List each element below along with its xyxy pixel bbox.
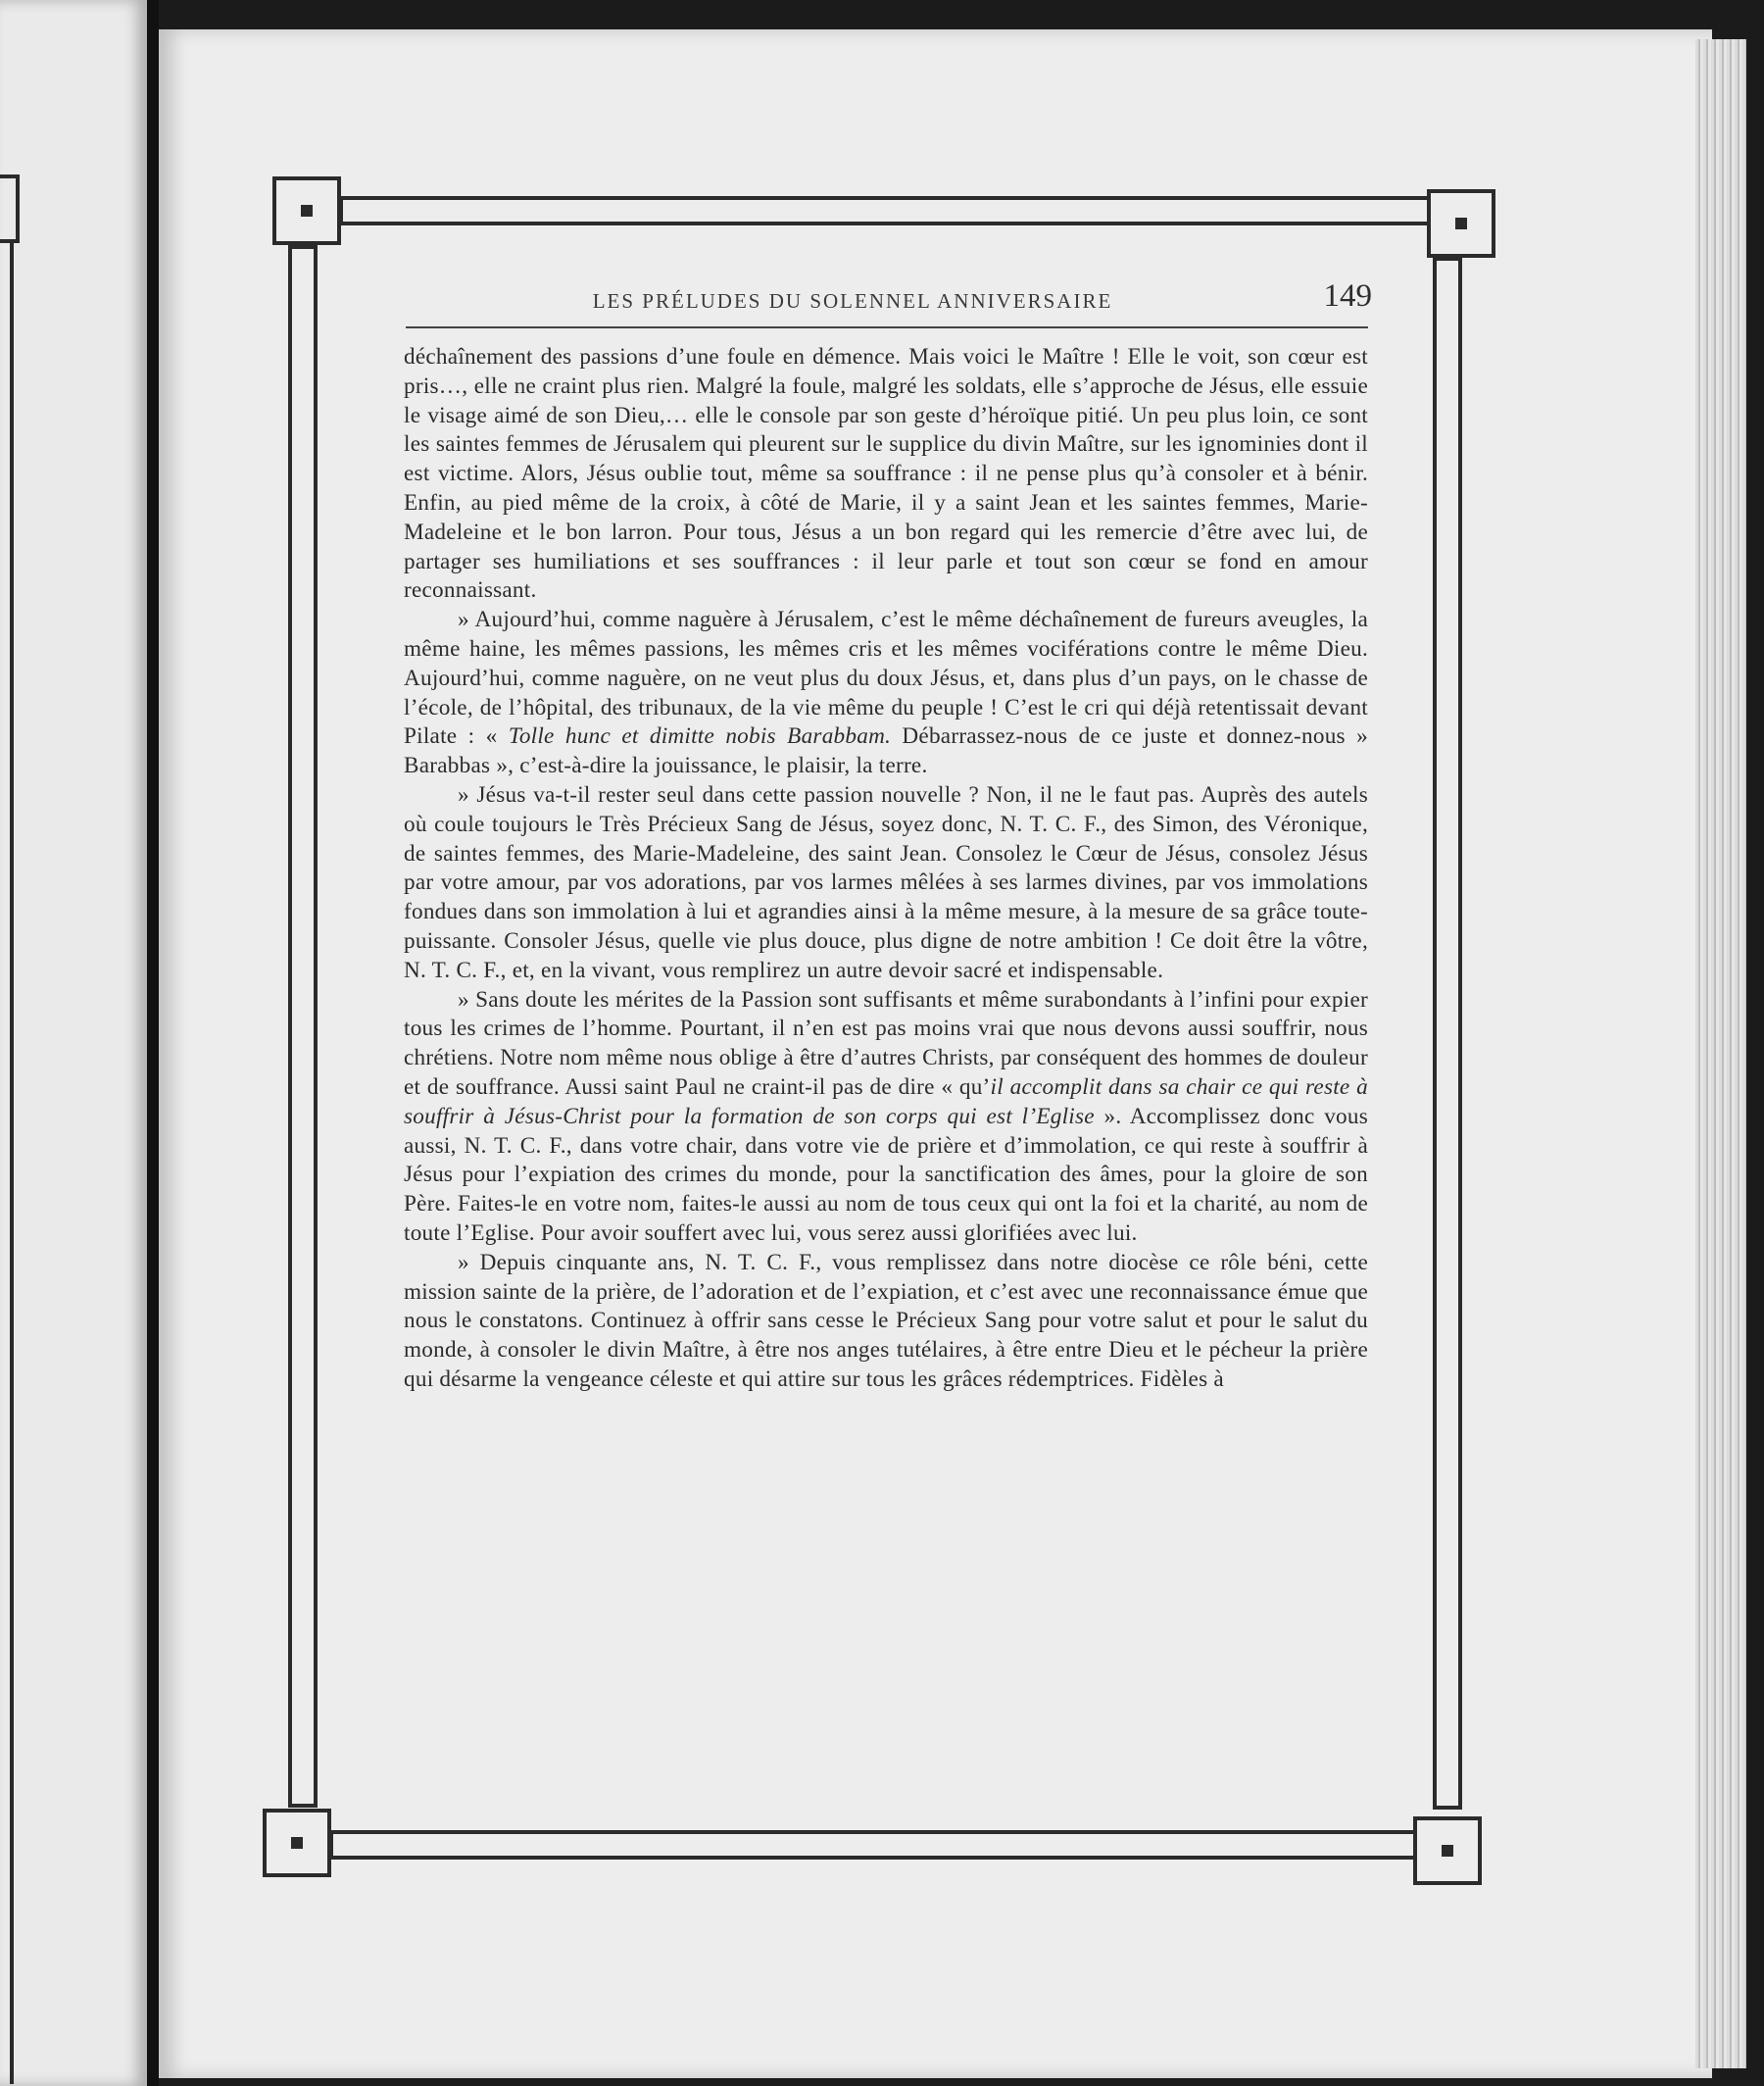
header-rule [406,326,1368,328]
frame-corner-bottom-left [263,1809,331,1877]
frame-right-rail [1433,257,1462,1810]
left-page-frame-border [0,243,14,2084]
frame-top-rail [339,196,1437,225]
frame-corner-top-left [272,176,341,245]
paragraph-2-latin-quote: Tolle hunc et dimitte nobis Barabbam. [508,723,892,750]
paragraph-2-text-b: Débarrassez-nous de ce juste et donnez-nous » Barabbas », c’est-à-dire la jouissance, le plaisir, la terre. [404,723,1368,779]
paragraph-4-text-b: ». Accomplissez donc vous aussi, N. T. C. F., dans votre chair, dans votre vie de prière et d’immolation, ce qui reste à souffrir à Jésus pour l’expiation des crimes du monde, pour la sanctification des âmes, pour la gloire de son Père. Faites-le en votre nom, faites-le aussi au nom de tous ceux qui ont la foi et la charité, au nom de toute l’Eglise. Pour avoir souffert avec lui, vous serez aussi glorifiées avec lui. [404,1103,1369,1246]
left-page-frame-corner [0,174,20,243]
paragraph-4 [404,986,1368,1249]
paragraph-5: » Depuis cinquante ans, N. T. C. F., vous remplissez dans notre diocèse ce rôle béni, cette mission sainte de la prière, de l’adoration et de l’expiation, et c’est avec une reconnaissance émue que nous le constatons. Continuez à offrir sans cesse le Précieux Sang pour votre salut et pour le salut du monde, à consoler le divin Maître, à être nos anges tutélaires, à être entre Dieu et le pécheur la prière qui désarme la vengeance céleste et qui attire sur tous les grâces rédemptrices. Fidèles à [404,1249,1368,1392]
paragraph-1: déchaînement des passions d’une foule en démence. Mais voici le Maître ! Elle le voit, son cœur est pris…, elle ne craint plus rien. Malgré la foule, malgré les soldats, elle s’approche de Jésus, elle essuie le visage aimé de son Dieu,… elle le console par son geste d’héroïque pitié. Un peu plus loin, ce sont les saintes femmes de Jérusalem qui pleurent sur le supplice du divin Maître, sur les ignominies dont il est victime. Alors, Jésus oublie tout, même sa souffrance : il ne pense plus qu’à consoler et à bénir. Enfin, au pied même de la croix, à côté de Marie, il y a saint Jean et les saintes femmes, Marie-Madeleine et le bon larron. Pour tous, Jésus a un bon regard qui les remercie d’être avec lui, de partager ses humiliations et ses souffrances : il leur parle et tout son cœur se fond en amour reconnaissant. [404,344,1368,604]
paragraph-4-text-a: » Sans doute les mérites de la Passion sont suffisants et même surabondants à l’infini pour expier tous les crimes de l’homme. Pourtant, il n’en est pas moins vrai que nous devons aussi souffrir, nous chrétiens. Notre nom même nous oblige à être d’autres Christs, par conséquent des hommes de douleur et de souffrance. Aussi saint Paul ne craint-il pas de dire « qu’ [404,986,1368,1100]
frame-corner-bottom-right [1413,1816,1482,1885]
left-page-edge [0,0,147,2086]
running-head: LES PRÉLUDES DU SOLENNEL ANNIVERSAIRE [592,289,1113,313]
frame-corner-top-right [1427,189,1495,258]
page-number: 149 [1323,278,1372,314]
paragraph-3: » Jésus va-t-il rester seul dans cette passion nouvelle ? Non, il ne le faut pas. Auprès des autels où coule toujours le Très Précieux Sang de Jésus, soyez donc, N. T. C. F., des Simon, des Véronique, de saintes femmes, des Marie-Madeleine, des saint Jean. Consolez le Cœur de Jésus, consolez Jésus par votre amour, par vos adorations, par vos larmes mêlées à ses larmes divines, par vos immolations fondues dans son immolation à lui et agrandies ainsi à la même mesure, à la mesure de sa grâce toute-puissante. Consoler Jésus, quelle vie plus douce, plus digne de notre ambition ! Ce doit être la vôtre, N. T. C. F., et, en la vivant, vous remplirez un autre devoir sacré et indispensable. [404,781,1368,983]
paragraph-4-scripture-quote: il accomplit dans sa chair ce qui reste à souffrir à Jésus-Christ pour la formation de son corps qui est l’Eglise [404,1073,1368,1129]
page-edges [1695,39,1746,2068]
book-gutter [147,0,159,2086]
frame-left-rail [288,245,318,1808]
frame-bottom-rail [329,1830,1421,1860]
paragraph-2 [404,606,1368,781]
paragraph-2-text-a: » Aujourd’hui, comme naguère à Jérusalem, c’est le même déchaînement de fureurs aveugles, la même haine, les mêmes passions, les mêmes cris et les mêmes vociférations contre le même Dieu. Aujourd’hui, comme naguère, on ne veut plus du doux Jésus, et, dans plus d’un pays, on le chasse de l’école, de l’hôpital, des tribunaux, de la vie même du peuple ! C’est le cri qui déjà retentissait devant Pilate : « [404,607,1368,750]
page-body [404,343,1368,1395]
